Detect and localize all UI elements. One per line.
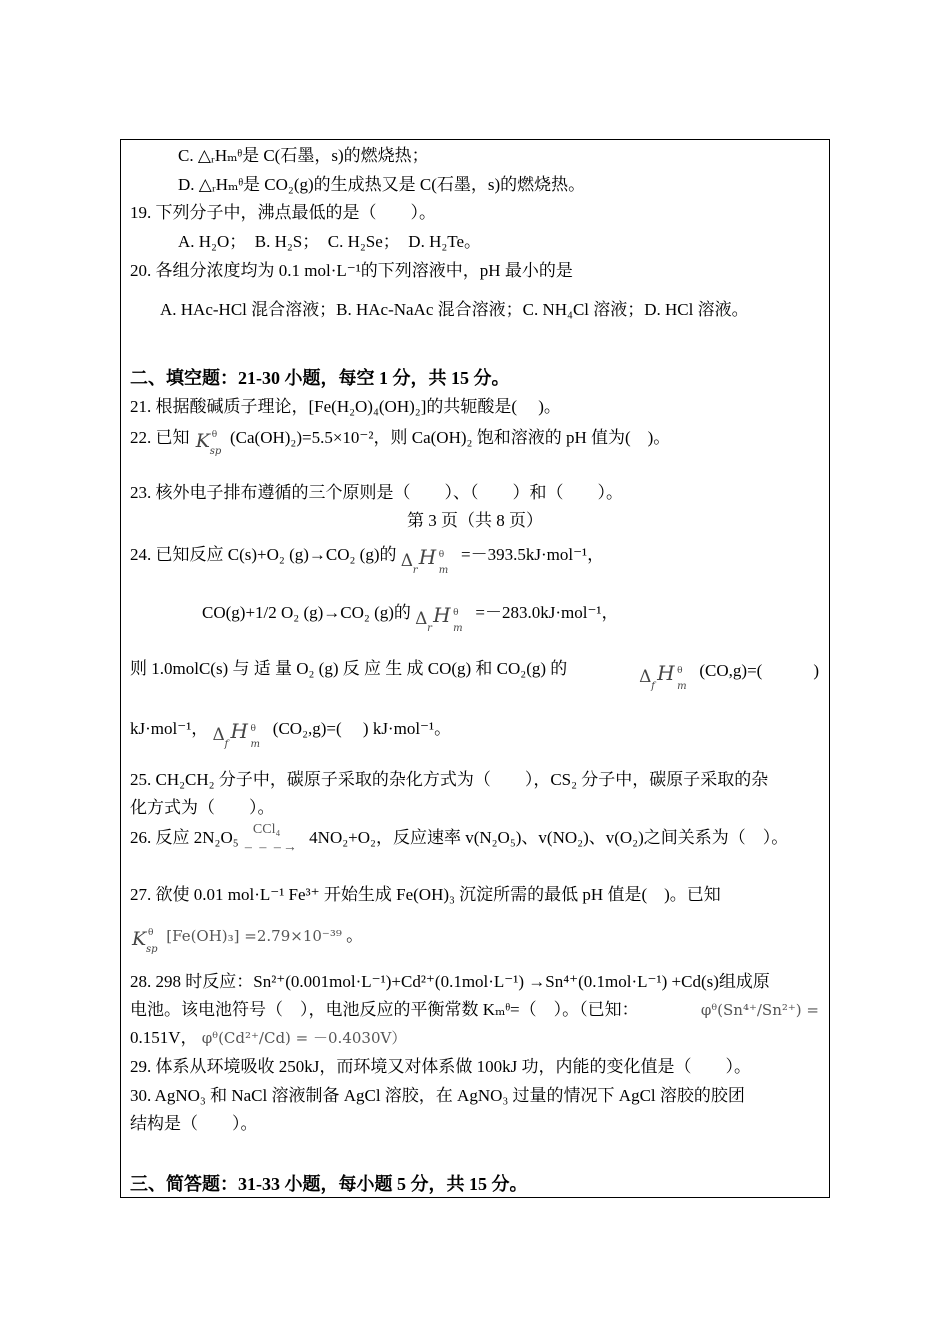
q28-line3: 0.151V， φᶿ(Cd²⁺/Cd) = －0.4030V） [130,1028,407,1047]
q23: 23. 核外电子排布遵循的三个原则是（ ）、（ ）和（ ）。 [130,483,623,502]
ksp-symbol: K θ sp [132,928,158,955]
q18-option-c: C. △ᵣHₘᶿ是 C(石墨，s)的燃烧热； [178,146,429,165]
q20-options: A. HAc-HCl 混合溶液；B. HAc-NaAc 混合溶液；C. NH₄Cl 溶液；D. HCl 溶液。 [160,300,749,319]
section-2-heading: 二、填空题：21-30 小题，每空 1 分，共 15 分。 [130,368,510,388]
q27-line1: 27. 欲使 0.01 mol·L⁻¹ Fe³⁺ 开始生成 Fe(OH)₃ 沉淀所需的最低 pH 值是( )。已知 [130,885,721,904]
q25-line2: 化方式为（ ）。 [130,798,275,817]
q27-line2: K θ sp [Fe(OH)₃] =2.79×10⁻³⁹ 。 [130,922,819,952]
q25-line1: 25. CH₂CH₂ 分子中，碳原子采取的杂化方式为（ ），CS₂ 分子中，碳原子采取的杂 [130,770,769,789]
delta-r-h-m-symbol: Δ r H θ m [415,603,463,634]
q29: 29. 体系从环境吸收 250kJ，而环境又对体系做 100kJ 功，内能的变化值是（ ）。 [130,1057,751,1076]
q28-line2: 电池。该电池符号（ ），电池反应的平衡常数 Kₘᶿ=（ ）。（已知： φᶿ(Sn⁴⁺/Sn²⁺) = [130,1000,819,1019]
section-3-heading: 三、简答题：31-33 小题，每小题 5 分，共 15 分。 [130,1174,528,1194]
phi-sn-potential: φᶿ(Sn⁴⁺/Sn²⁺) = [700,1001,819,1019]
q18-option-d: D. △ᵣHₘᶿ是 CO₂(g)的生成热又是 C(石墨，s)的燃烧热。 [178,175,586,194]
q22 [130,424,819,457]
q28-line1: 28. 298 时反应：Sn²⁺(0.001mol·L⁻¹)+Cd²⁺(0.1mol·L⁻¹) →Sn⁴⁺(0.1mol·L⁻¹) +Cd(s)组成原 [130,972,770,991]
ksp-feoh3-value: [Fe(OH)₃] =2.79×10⁻³⁹ [166,926,342,945]
q24-line3: 则 1.0molC(s) 与 适 量 O₂ (g) 反 应 生 成 CO(g) 和 CO₂(g) 的 Δ f H θ m (CO,g)=( ) [130,659,819,692]
page-number: 第 3 页（共 8 页） [407,511,543,530]
q26: 26. 反应 2N₂O₅ CCl₄ – – –→ 4NO₂+O₂，反应速率 v(N₂O₅)、v(NO₂)、v(O₂)之间关系为（ ）。 [130,822,789,856]
delta-f-h-m-symbol: Δ f H θ m [212,719,261,750]
q24-line2: CO(g)+1/2 O₂ (g)→CO₂ (g)的 Δ r H θ m =－283.0kJ·mol⁻¹， [202,600,819,628]
q30-line2: 结构是（ ）。 [130,1114,258,1133]
phi-cd-potential: φᶿ(Cd²⁺/Cd) = －0.4030V） [201,1029,407,1047]
q19-options: A. H₂O； B. H₂S； C. H₂Se； D. H₂Te。 [178,232,482,251]
q24-line4: kJ·mol⁻¹， Δ f H θ m (CO₂,g)=( ) kJ·mol⁻¹。 [130,716,819,744]
delta-r-h-m-symbol: Δ r H θ m [400,545,449,576]
q22-suffix: (Ca(OH)₂)=5.5×10⁻²，则 Ca(OH)₂ 饱和溶液的 pH 值为( )。 [230,427,671,447]
q24-line1: 24. 已知反应 C(s)+O₂ (g)→CO₂ (g)的 Δ r H θ m =－393.5kJ·mol⁻¹， [130,542,819,570]
ksp-symbol: K θ sp [195,430,222,457]
delta-f-h-m-symbol: Δ f H θ m [639,661,687,692]
q21: 21. 根据酸碱质子理论，[Fe(H₂O)₄(OH)₂]的共轭酸是( )。 [130,397,561,416]
q20-stem: 20. 各组分浓度均为 0.1 mol·L⁻¹的下列溶液中，pH 最小的是 [130,261,573,280]
q19-stem: 19. 下列分子中，沸点最低的是（ ）。 [130,203,436,222]
q22-prefix: 22. 已知 [130,427,190,447]
q30-line1: 30. AgNO₃ 和 NaCl 溶液制备 AgCl 溶胶，在 AgNO₃ 过量的情况下 AgCl 溶胶的胶团 [130,1086,745,1105]
reaction-arrow: CCl₄ – – –→ [244,822,299,856]
